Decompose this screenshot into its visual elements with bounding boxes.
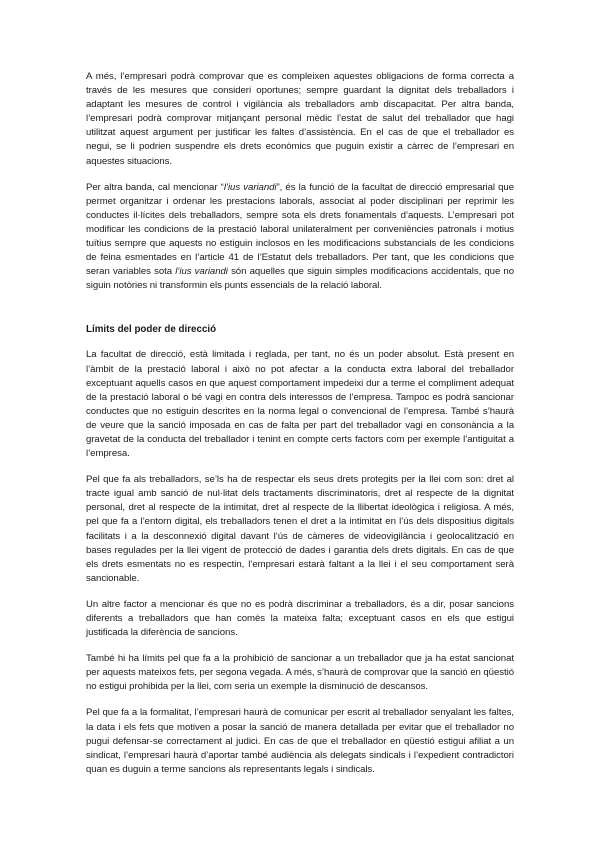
paragraph-text-segment: són aquelles que siguin simples modificacions accidentals, que no siguin notòries ni transformin els punts essencials de la relació laboral. xyxy=(86,266,514,292)
paragraph-worker-rights: Pel que fa als treballadors, se’ls ha de respectar els seus drets protegits per la llei com son: dret al tracte igual amb sanció de nul·litat dels tractaments discriminatoris, dret al respecte de la dignitat personal, dret al respecte de la intimitat, dret al respecte de la llibertat ideològica i religiosa. A més, pel que fa a l’entorn digital, els treballadors tenen el dret a la intimitat en l’ús dels dispositius digitals facilitats i a la desconnexió digital davant l’ús de càmeres de videovigilància i geolocalització en bases regulades per la llei vigent de protecció de dades i garantia dels drets digitals. En cas de que els drets esmentats no es respectin, l’empresari estarà faltant a la llei i el seu comportament serà sancionable. xyxy=(86,474,514,584)
paragraph-direction-limits: La facultat de direcció, està limitada i reglada, per tant, no és un poder absolut. Està present en l’àmbit de la prestació laboral i això no pot afectar a la conducta extra laboral del treballador exceptuant aquells casos en que aquest comportament impedeixi dur a terme el compliment adequat de la prestació laboral o bé vagi en contra dels interessos de l’empresa. Tampoc es podrà sancionar conductes que no estiguin descrites en la norma legal o convencional de l’empresa. També s’haurà de veure que la sanció imposada en cas de falta per part del treballador vagi en consonància a la gravetat de la conducta del treballador i tenint en compte certs factors com per exemple l’antiguitat a l’empresa. xyxy=(86,349,514,460)
paragraph-text-segment: Per altra banda, cal mencionar “ xyxy=(86,181,224,193)
paragraph-text-segment: ”, és la funció de la facultat de direcció empresarial que permet organitzar i ordenar les prestacions laborals, associat al poder disciplinari per reprimir les conductes il·lícites dels treballadors, sempre sota els drets fonamentals d’aquests. L’empresari pot modificar les condicions de la prestació laboral unilateralment per conveniències patronals i motius tuïtius sempre que aquests no estiguin inclosos en les modificacions substancials de les condicions de feina esmentades en l’article 41 de l’Estatut dels treballadors. Per tant, que les condicions que seran variables sota xyxy=(86,181,514,278)
italic-term: l’ius variandi xyxy=(175,266,228,278)
paragraph-formality: Pel que fa a la formalitat, l’empresari haurà de comunicar per escrit al treballador senyalant les faltes, la data i els fets que motiven a posar la sanció de manera detallada per evitar que el treballador no pugui defensar-se correctament al judici. En cas de que el treballador en qüestió estigui afiliat a un sindicat, l’empresari haurà d’aportar també audiència als delegats sindicals i l’expedient contradictori quan es duguin a terme sancions als representants legals i sindicals. xyxy=(86,707,514,775)
paragraph-employer-verification: A més, l’empresari podrà comprovar que es compleixen aquestes obligacions de forma correcta a través de les mesures que consideri oportunes; sempre guardant la dignitat dels treballadors i adaptant les mesures de control i vigilància als treballadors amb discapacitat. Per altra banda, l’empresari podrà comprovar mitjançant personal mèdic l’estat de salut del treballador que hagi utilitzat aquest argument per justificar les faltes d’assistència. En el cas de que el treballador es negui, se li podrien suspendre els drets econòmics que puguin existir a càrrec de l’empresari en aquestes situacions. xyxy=(86,71,514,167)
section-heading: Límits del poder de direcció xyxy=(86,324,217,336)
document-page xyxy=(86,70,514,789)
paragraph-double-sanction: També hi ha límits pel que fa a la prohibició de sancionar a un treballador que ja ha estat sancionat per aquests mateixos fets, per segona vegada. A més, s’haurà de comprovar que la sanció en qüestió no estigui prohibida per la llei, com seria un exemple la disminució de descansos. xyxy=(86,653,514,693)
paragraph-ius-variandi xyxy=(86,181,514,294)
paragraph-non-discrimination: Un altre factor a mencionar és que no es podrà discriminar a treballadors, és a dir, posar sancions diferents a treballadors que han comès la mateixa falta; exceptuant casos en els que estigui justificada la diferència de sancions. xyxy=(86,598,514,639)
italic-term: l’ius variandi xyxy=(223,181,277,193)
